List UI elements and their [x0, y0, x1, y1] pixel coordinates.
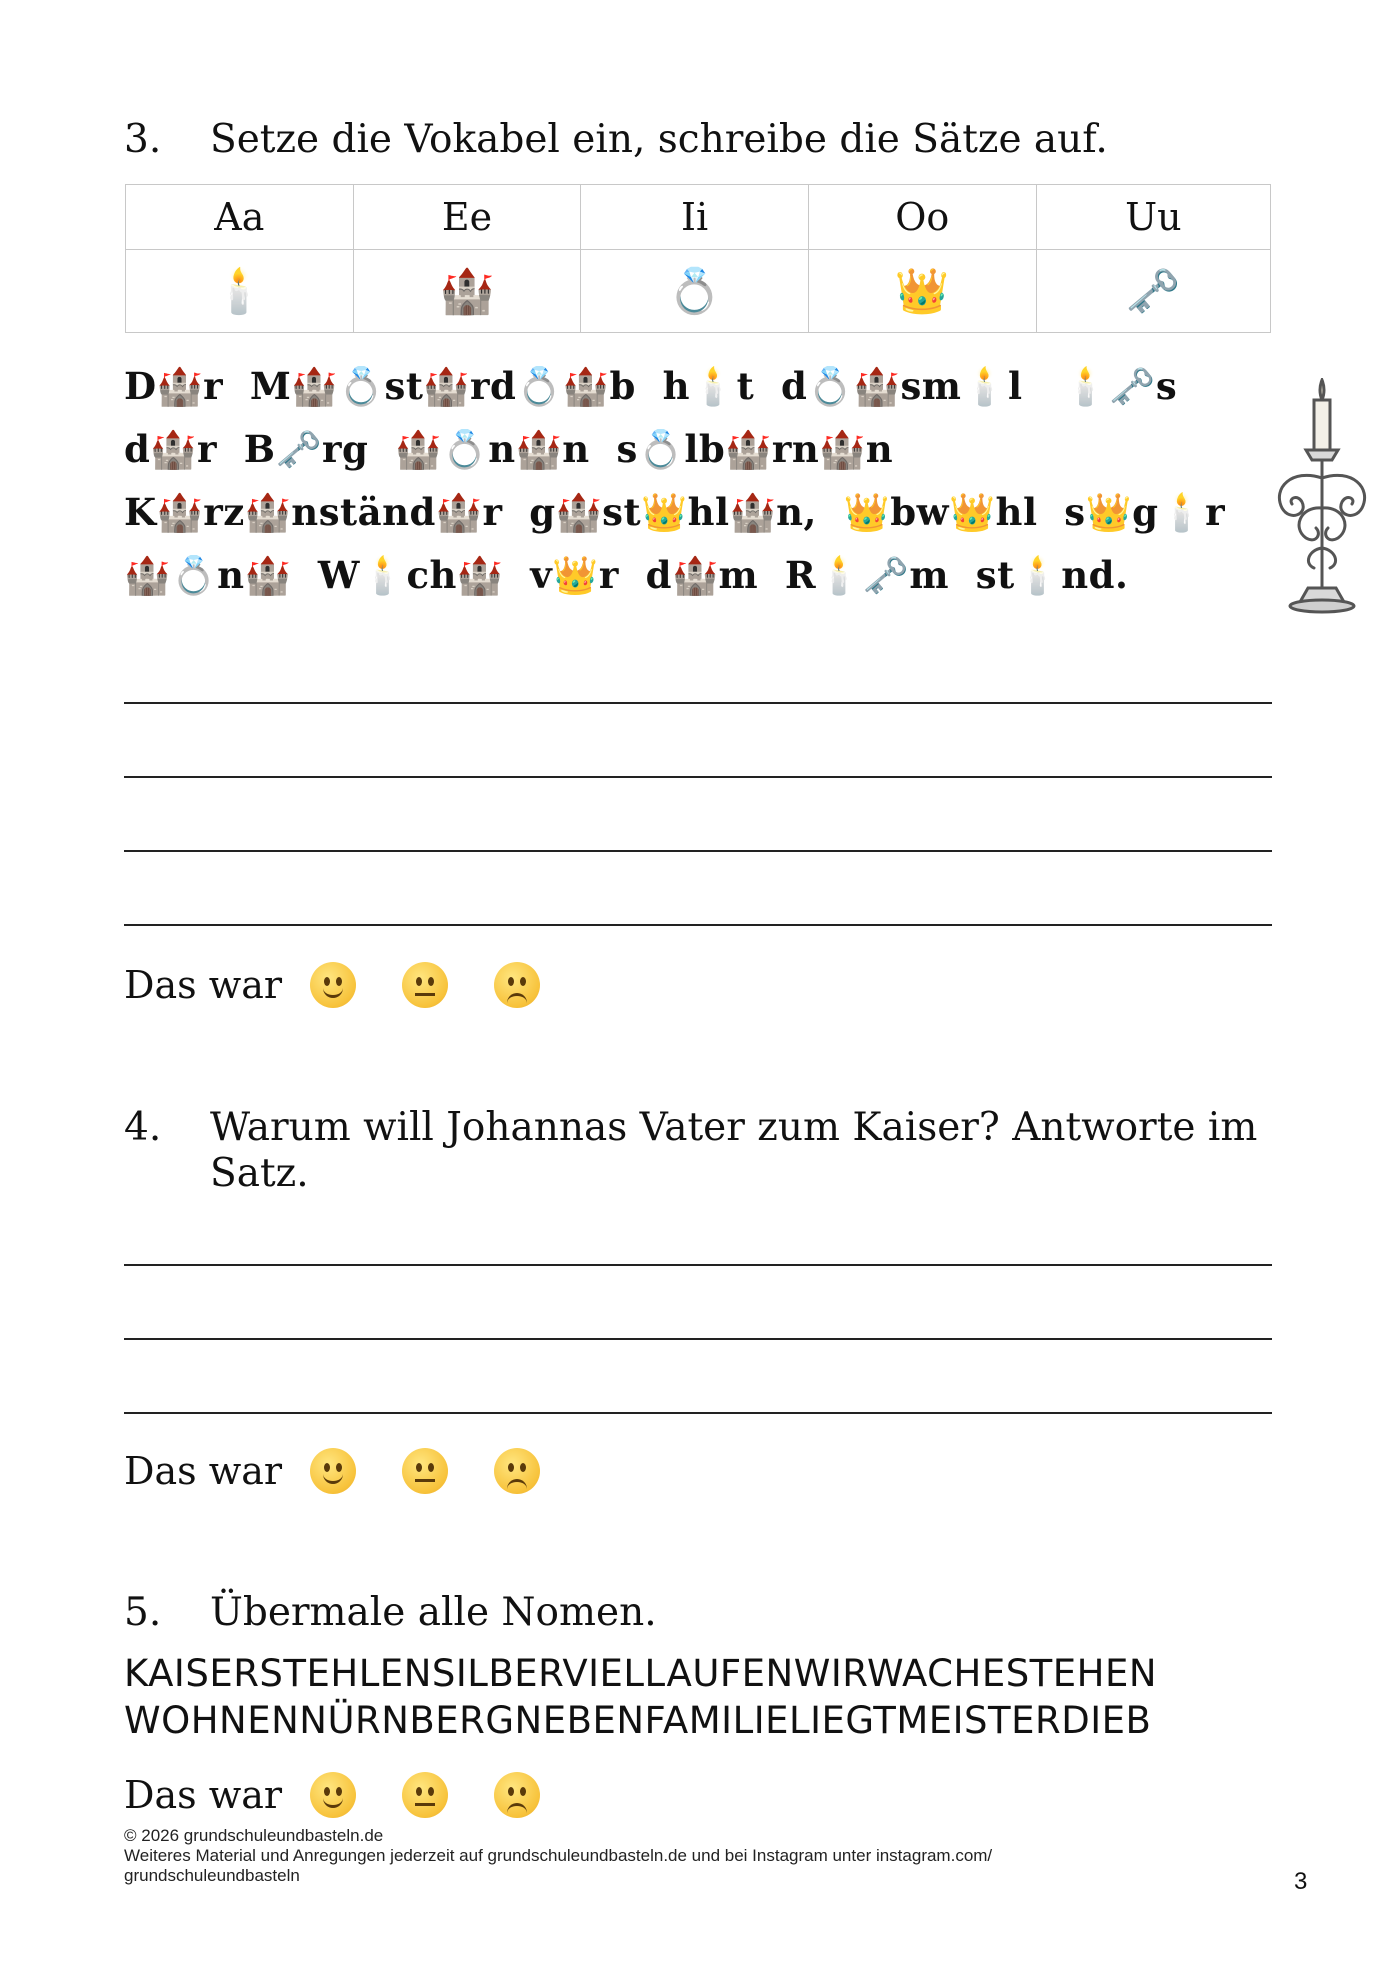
task-instruction: Setze die Vokabel ein, schreibe die Sätze auf.	[210, 117, 1108, 162]
writing-line[interactable]	[124, 1338, 1272, 1340]
writing-line[interactable]	[124, 1412, 1272, 1414]
writing-line[interactable]	[124, 1264, 1272, 1266]
task-instruction-line: Warum will Johannas Vater zum Kaiser? Antworte im	[210, 1105, 1258, 1150]
task-number: 3.	[124, 117, 162, 162]
writing-line[interactable]	[124, 702, 1272, 704]
happy-face-icon[interactable]	[310, 1448, 356, 1494]
ring-icon: 💍	[581, 250, 809, 333]
sad-face-icon[interactable]	[494, 962, 540, 1008]
key-icon: 🗝️	[1036, 250, 1270, 333]
castle-icon: 🏰	[353, 250, 581, 333]
task-number: 4.	[124, 1105, 162, 1150]
happy-face-icon[interactable]	[310, 1772, 356, 1818]
vocab-header-i: Ii	[581, 185, 809, 250]
task-instruction-line: Satz.	[210, 1151, 309, 1196]
neutral-face-icon[interactable]	[402, 1772, 448, 1818]
self-rating	[124, 1772, 586, 1818]
neutral-face-icon[interactable]	[402, 962, 448, 1008]
letter-line[interactable]: WOHNENNÜRNBERGNEBENFAMILIELIEGTMEISTERDIEB	[124, 1699, 1152, 1742]
page-number: 3	[1294, 1868, 1308, 1895]
happy-face-icon[interactable]	[310, 962, 356, 1008]
rating-label: Das war	[124, 1449, 283, 1493]
footer-info-text: Weiteres Material und Anregungen jederzeit auf grundschuleundbasteln.de und bei Instagram unter instagram.com/	[124, 1846, 993, 1865]
candle-icon: 🕯️	[126, 250, 354, 333]
copyright-text: © 2026 grundschuleundbasteln.de	[124, 1826, 384, 1845]
vocab-header-row	[126, 185, 1271, 250]
neutral-face-icon[interactable]	[402, 1448, 448, 1494]
writing-line[interactable]	[124, 924, 1272, 926]
page-footer	[124, 1826, 992, 1886]
vocab-header-u: Uu	[1036, 185, 1270, 250]
rating-label: Das war	[124, 963, 283, 1007]
self-rating	[124, 1448, 586, 1494]
noun-letter-grid	[124, 1650, 1157, 1744]
candelabra-icon	[1262, 378, 1382, 618]
coded-sentences	[124, 355, 1225, 607]
task-3-heading	[124, 117, 1108, 163]
writing-line[interactable]	[124, 776, 1272, 778]
coded-line: K🏰rz🏰nständ🏰r g🏰st👑hl🏰n, 👑bw👑hl s👑g🕯️r	[124, 490, 1226, 534]
vocab-icon-row	[126, 250, 1271, 333]
vocab-header-a: Aa	[126, 185, 354, 250]
coded-line: 🏰💍n🏰 W🕯️ch🏰 v👑r d🏰m R🕯️🗝️m st🕯️nd.	[124, 553, 1129, 597]
sad-face-icon[interactable]	[494, 1448, 540, 1494]
rating-label: Das war	[124, 1773, 283, 1817]
task-5-heading	[124, 1590, 657, 1636]
vocab-header-e: Ee	[353, 185, 581, 250]
task-4-heading	[124, 1105, 1257, 1197]
coded-line: D🏰r M🏰💍st🏰rd💍🏰b h🕯️t d💍🏰sm🕯️l 🕯️🗝️s	[124, 364, 1178, 408]
coded-line: d🏰r B🗝️rg 🏰💍n🏰n s💍lb🏰rn🏰n	[124, 427, 894, 471]
crown-icon: 👑	[808, 250, 1036, 333]
task-instruction	[210, 1105, 1257, 1197]
task-number: 5.	[124, 1590, 162, 1635]
self-rating	[124, 962, 586, 1008]
writing-line[interactable]	[124, 850, 1272, 852]
vocab-header-o: Oo	[808, 185, 1036, 250]
sad-face-icon[interactable]	[494, 1772, 540, 1818]
footer-info-text: grundschuleundbasteln	[124, 1866, 300, 1885]
vocabulary-table	[125, 184, 1271, 333]
letter-line[interactable]: KAISERSTEHLENSILBERVIELLAUFENWIRWACHESTEHEN	[124, 1652, 1158, 1695]
task-instruction: Übermale alle Nomen.	[210, 1590, 657, 1635]
